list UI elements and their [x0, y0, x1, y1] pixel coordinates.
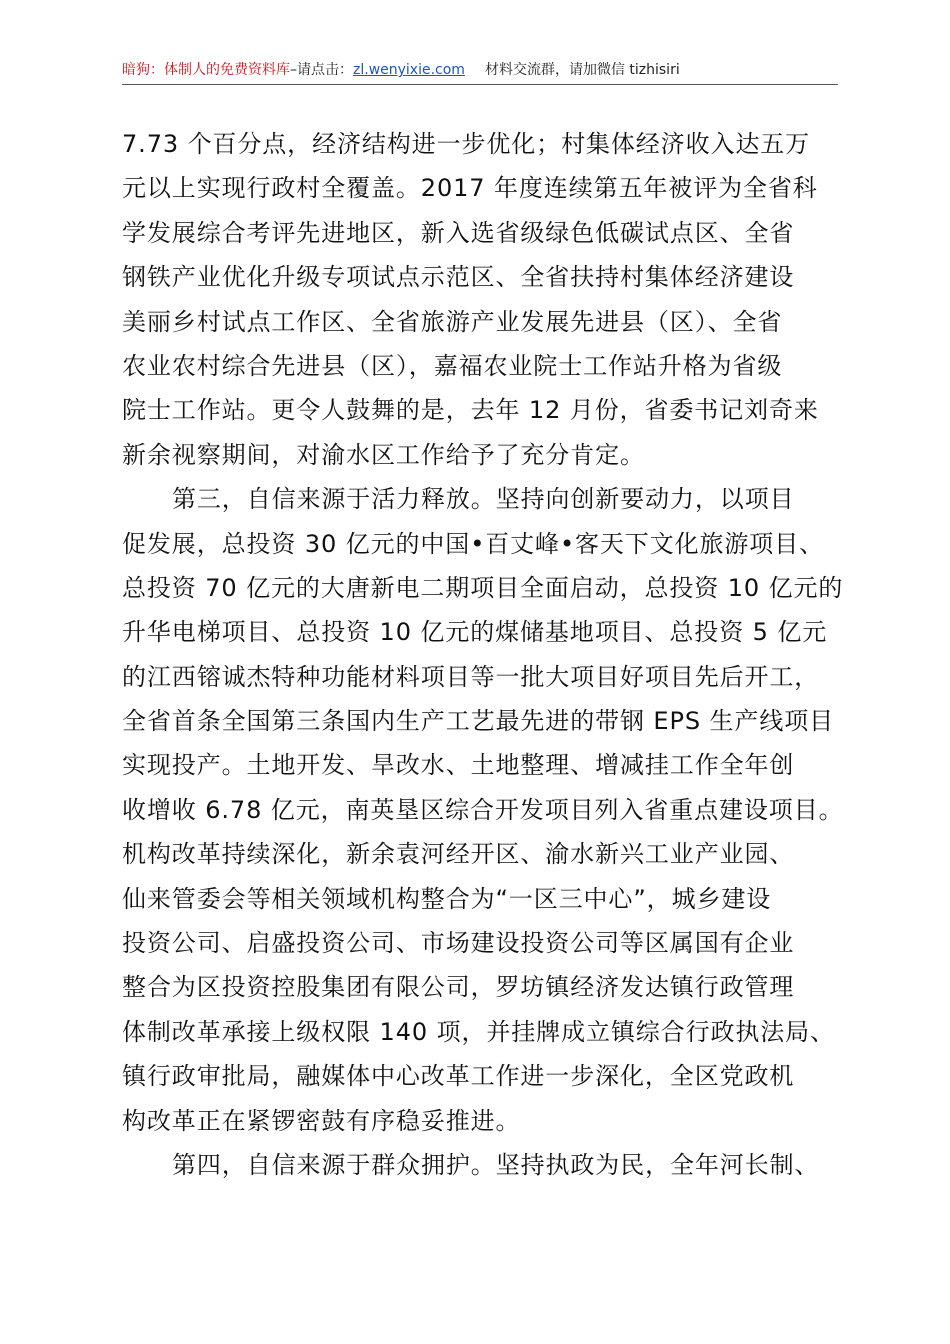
text-line: 促发展，总投资 30 亿元的中国•百丈峰•客天下文化旅游项目、 [122, 529, 825, 558]
paragraph-start-line: 第三，自信来源于活力释放。坚持向创新要动力，以项目 [172, 485, 795, 514]
header-link[interactable]: zl.wenyixie.com [353, 62, 465, 78]
paragraph-start-line: 第四，自信来源于群众拥护。坚持执政为民，全年河长制、 [172, 1150, 820, 1179]
text-line: 升华电梯项目、总投资 10 亿元的煤储基地项目、总投资 5 亿元 [122, 618, 828, 647]
body-text [122, 122, 844, 1187]
text-line: 7.73 个百分点，经济结构进一步优化；村集体经济收入达五万 [122, 130, 811, 158]
text-line: 仙来管委会等相关领域机构整合为“一区三中心”，城乡建设 [122, 884, 772, 913]
text-line: 美丽乡村试点工作区、全省旅游产业发展先进县（区）、全省 [122, 307, 783, 336]
header-divider [122, 84, 838, 85]
text-line: 学发展综合考评先进地区，新入选省级绿色低碳试点区、全省 [122, 218, 795, 247]
text-line: 实现投产。土地开发、旱改水、土地整理、增减挂工作全年创 [122, 751, 795, 780]
text-line: 收增收 6.78 亿元，南英垦区综合开发项目列入省重点建设项目。 [122, 795, 844, 824]
header-contact: 材料交流群，请加微信 tizhisiri [484, 62, 680, 78]
text-line: 钢铁产业优化升级专项试点示范区、全省扶持村集体经济建设 [122, 263, 795, 292]
page-header [122, 58, 838, 82]
text-line: 院士工作站。更令人鼓舞的是，去年 12 月份，省委书记刘奇来 [122, 396, 819, 425]
text-line: 的江西镕诚杰特种功能材料项目等一批大项目好项目先后开工， [122, 662, 820, 691]
text-line: 新余视察期间，对渝水区工作给予了充分肯定。 [122, 440, 645, 469]
text-line: 元以上实现行政村全覆盖。2017 年度连续第五年被评为全省科 [122, 174, 818, 203]
text-line: 总投资 70 亿元的大唐新电二期项目全面启动，总投资 10 亿元的 [122, 573, 844, 602]
text-line: 全省首条全国第三条国内生产工艺最先进的带钢 EPS 生产线项目 [122, 707, 835, 736]
text-line: 体制改革承接上级权限 140 项，并挂牌成立镇综合行政执法局、 [122, 1017, 835, 1046]
header-click-prompt: –请点击： [290, 62, 353, 78]
text-line: 镇行政审批局，融媒体中心改革工作进一步深化，全区党政机 [122, 1062, 795, 1091]
text-line: 投资公司、启盛投资公司、市场建设投资公司等区属国有企业 [122, 929, 795, 958]
header-brand: 暗狗：体制人的免费资料库 [122, 62, 290, 78]
text-line: 农业农村综合先进县（区），嘉福农业院士工作站升格为省级 [122, 351, 783, 380]
text-line: 构改革正在紧锣密鼓有序稳妥推进。 [122, 1106, 521, 1135]
text-line: 机构改革持续深化，新余袁河经开区、渝水新兴工业产业园、 [122, 840, 795, 869]
text-line: 整合为区投资控股集团有限公司，罗坊镇经济发达镇行政管理 [122, 973, 795, 1002]
